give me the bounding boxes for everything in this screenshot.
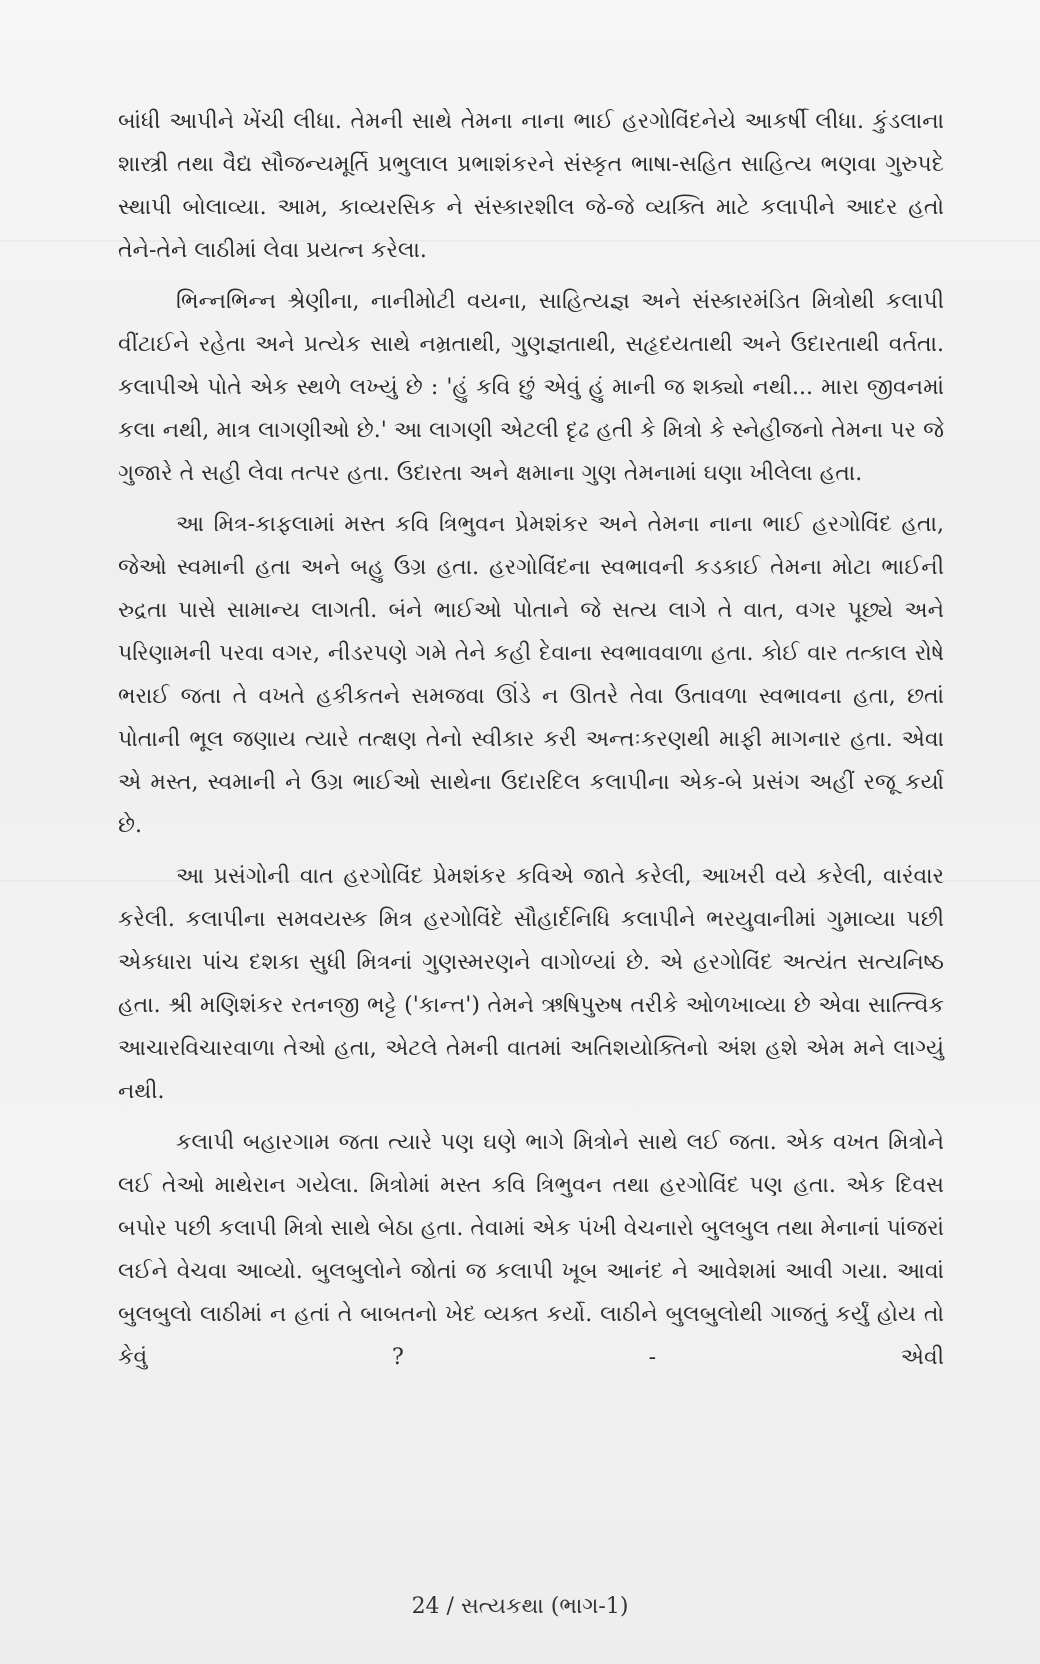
paragraph-1: બાંધી આપીને ખેંચી લીધા. તેમની સાથે તેમના નાના ભાઈ હરગોવિંદનેયે આકર્ષી લીધા. કુંડલાના શાસ્ત્રી તથા વૈદ્ય સૌજન્યમૂર્તિ પ્રભુલાલ પ્રભાશંકરને સંસ્કૃત ભાષા-સહિત સાહિત્ય ભણવા ગુરુપદે સ્થાપી બોલાવ્યા. આમ, કાવ્યરસિક ને સંસ્કારશીલ જે-જે વ્યક્તિ માટે કલાપીને આદર હતો તેને-તેને લાઠીમાં લેવા પ્રયત્ન કરેલા. [118, 109, 944, 263]
body-text [118, 100, 944, 1370]
paragraph-5: કલાપી બહારગામ જતા ત્યારે પણ ઘણે ભાગે મિત્રોને સાથે લઈ જતા. એક વખત મિત્રોને લઈ તેઓ માથેરાન ગયેલા. મિત્રોમાં મસ્ત કવિ ત્રિભુવન તથા હરગોવિંદ પણ હતા. એક દિવસ બપોર પછી કલાપી મિત્રો સાથે બેઠા હતા. તેવામાં એક પંખી વેચનારો બુલબુલ તથા મેનાનાં પાંજરાં લઈને વેચવા આવ્યો. બુલબુલોને જોતાં જ કલાપી ખૂબ આનંદ ને આવેશમાં આવી ગયા. આવાં બુલબુલો લાઠીમાં ન હતાં તે બાબતનો ખેદ વ્યક્ત કર્યો. લાઠીને બુલબુલોથી ગાજતું કર્યું હોય તો કેવું ? - એવી [118, 1130, 944, 1370]
page-footer: 24 / સત્યકથા (ભાગ-1) [411, 1594, 629, 1619]
paragraph-3: આ મિત્ર-કાફલામાં મસ્ત કવિ ત્રિભુવન પ્રેમશંકર અને તેમના નાના ભાઈ હરગોવિંદ હતા, જેઓ સ્વમાની હતા અને બહુ ઉગ્ર હતા. હરગોવિંદના સ્વભાવની કડકાઈ તેમના મોટા ભાઈની રુદ્રતા પાસે સામાન્ય લાગતી. બંને ભાઈઓ પોતાને જે સત્ય લાગે તે વાત, વગર પૂછ્યે અને પરિણામની પરવા વગર, નીડરપણે ગમે તેને કહી દેવાના સ્વભાવવાળા હતા. કોઈ વાર તત્કાલ રોષે ભરાઈ જતા તે વખતે હકીકતને સમજવા ઊંડે ન ઊતરે તેવા ઉતાવળા સ્વભાવના હતા, છતાં પોતાની ભૂલ જણાય ત્યારે તત્ક્ષણ તેનો સ્વીકાર કરી અન્તઃકરણથી માફી માગનાર હતા. એવા એ મસ્ત, સ્વમાની ને ઉગ્ર ભાઈઓ સાથેના ઉદારદિલ કલાપીના એક-બે પ્રસંગ અહીં રજૂ કર્યા છે. [118, 512, 944, 838]
paragraph-2: ભિન્નભિન્ન શ્રેણીના, નાનીમોટી વયના, સાહિત્યજ્ઞ અને સંસ્કારમંડિત મિત્રોથી કલાપી વીંટાઈને રહેતા અને પ્રત્યેક સાથે નમ્રતાથી, ગુણજ્ઞતાથી, સહૃદયતાથી અને ઉદારતાથી વર્તતા. કલાપીએ પોતે એક સ્થળે લખ્યું છે : 'હું કવિ છું એવું હું માની જ શક્યો નથી... મારા જીવનમાં કલા નથી, માત્ર લાગણીઓ છે.' આ લાગણી એટલી દૃઢ હતી કે મિત્રો કે સ્નેહીજનો તેમના પર જે ગુજારે તે સહી લેવા તત્પર હતા. ઉદારતા અને ક્ષમાના ગુણ તેમનામાં ઘણા ખીલેલા હતા. [118, 289, 944, 486]
paragraph-4: આ પ્રસંગોની વાત હરગોવિંદ પ્રેમશંકર કવિએ જાતે કરેલી, આખરી વયે કરેલી, વારંવાર કરેલી. કલાપીના સમવયસ્ક મિત્ર હરગોવિંદે સૌહાર્દનિધિ કલાપીને ભરયુવાનીમાં ગુમાવ્યા પછી એકધારા પાંચ દશકા સુધી મિત્રનાં ગુણસ્મરણને વાગોળ્યાં છે. એ હરગોવિંદ અત્યંત સત્યનિષ્ઠ હતા. શ્રી મણિશંકર રતનજી ભટ્ટે ('કાન્ત') તેમને ઋષિપુરુષ તરીકે ઓળખાવ્યા છે એવા સાત્ત્વિક આચારવિચારવાળા તેઓ હતા, એટલે તેમની વાતમાં અતિશયોક્તિનો અંશ હશે એમ મને લાગ્યું નથી. [118, 864, 944, 1104]
